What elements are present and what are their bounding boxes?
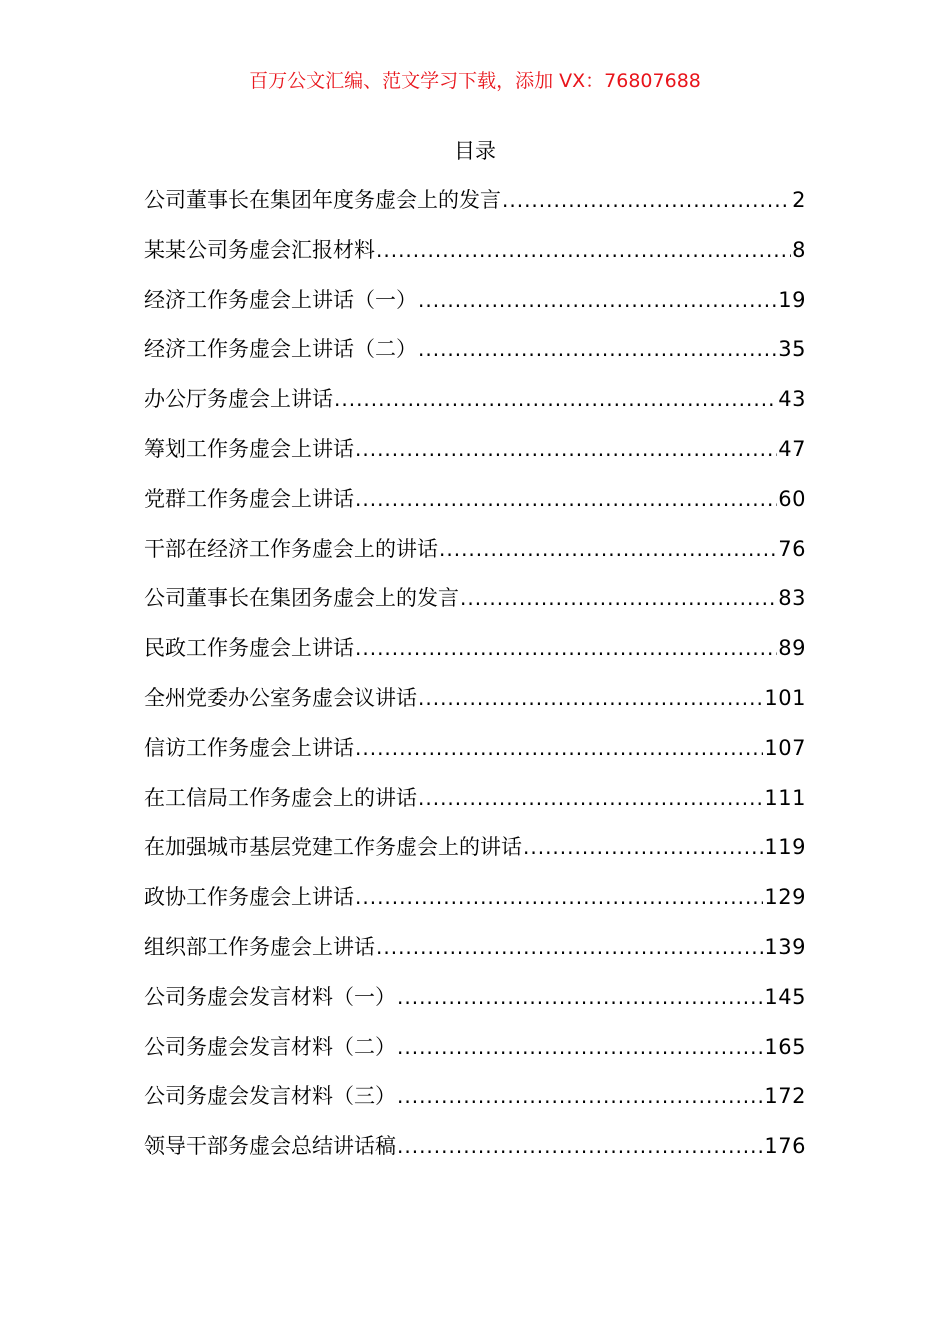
toc-entry-title: 公司董事长在集团务虚会上的发言 <box>144 586 459 611</box>
toc-entry[interactable] <box>144 379 806 429</box>
toc-page-number: 35 <box>778 337 806 362</box>
toc-entry[interactable] <box>144 1027 806 1077</box>
toc-page-number: 2 <box>792 188 806 212</box>
toc-page-number: 111 <box>764 785 806 810</box>
toc-entry-title: 党群工作务虚会上讲话 <box>144 486 354 511</box>
toc-entry-title: 公司务虚会发言材料（三） <box>144 1084 396 1109</box>
toc-entry-title: 办公厅务虚会上讲话 <box>144 387 333 412</box>
toc-entry[interactable] <box>144 429 806 479</box>
toc-dot-leader <box>397 977 763 1017</box>
toc-entry[interactable] <box>144 180 806 230</box>
toc-dot-leader <box>355 429 777 469</box>
toc-entry[interactable] <box>144 628 806 678</box>
toc-page-number: 165 <box>764 1034 806 1059</box>
toc-entry-title: 经济工作务虚会上讲话（二） <box>144 337 417 362</box>
toc-dot-leader <box>355 628 777 668</box>
toc-dot-leader <box>355 728 763 768</box>
toc-entry[interactable] <box>144 778 806 828</box>
toc-entry-title: 公司务虚会发言材料（一） <box>144 984 396 1009</box>
toc-page-number: 83 <box>778 586 806 611</box>
promo-header: 百万公文汇编、范文学习下载，添加 VX：76807688 <box>249 70 701 92</box>
toc-dot-leader <box>460 578 777 618</box>
toc-entry[interactable] <box>144 827 806 877</box>
toc-page-number: 172 <box>764 1084 806 1109</box>
toc-entry[interactable] <box>144 927 806 977</box>
toc-entry-title: 经济工作务虚会上讲话（一） <box>144 287 417 312</box>
toc-dot-leader <box>418 678 763 718</box>
toc-entry-title: 组织部工作务虚会上讲话 <box>144 934 375 959</box>
toc-entry[interactable] <box>144 877 806 927</box>
toc-dot-leader <box>523 827 763 867</box>
toc-dot-leader <box>439 529 777 569</box>
toc-entry[interactable] <box>144 678 806 728</box>
toc-dot-leader <box>376 927 763 967</box>
toc-page-number: 8 <box>792 237 806 262</box>
toc-entry[interactable] <box>144 1126 806 1176</box>
toc-entry[interactable] <box>144 977 806 1027</box>
toc-entry[interactable] <box>144 728 806 778</box>
toc-page-number: 43 <box>778 387 806 412</box>
toc-entry-title: 公司董事长在集团年度务虚会上的发言 <box>144 188 501 212</box>
toc-page-number: 129 <box>764 885 806 910</box>
toc-page-number: 176 <box>764 1134 806 1159</box>
toc-page-number: 101 <box>764 685 806 710</box>
toc-dot-leader <box>418 280 777 320</box>
toc-entry[interactable] <box>144 479 806 529</box>
toc-entry-title: 在工信局工作务虚会上的讲话 <box>144 785 417 810</box>
toc-entry[interactable] <box>144 230 806 280</box>
toc-page-number: 19 <box>778 287 806 312</box>
toc-dot-leader <box>355 877 763 917</box>
toc-entry[interactable] <box>144 578 806 628</box>
toc-dot-leader <box>355 479 777 519</box>
toc-entry-title: 在加强城市基层党建工作务虚会上的讲话 <box>144 835 522 860</box>
toc-dot-leader <box>397 1126 763 1166</box>
toc-page-number: 107 <box>764 735 806 760</box>
toc-dot-leader <box>502 180 791 220</box>
toc-entry[interactable] <box>144 329 806 379</box>
toc-dot-leader <box>334 379 777 419</box>
toc-entry-title: 领导干部务虚会总结讲话稿 <box>144 1134 396 1159</box>
toc-page-number: 119 <box>764 835 806 860</box>
toc-title: 目录 <box>454 139 496 163</box>
toc-dot-leader <box>397 1027 763 1067</box>
toc-entry-title: 干部在经济工作务虚会上的讲话 <box>144 536 438 561</box>
toc-page-number: 60 <box>778 486 806 511</box>
toc-dot-leader <box>397 1076 763 1116</box>
toc-entry-title: 某某公司务虚会汇报材料 <box>144 237 375 262</box>
toc-entry[interactable] <box>144 529 806 579</box>
toc-entry-title: 民政工作务虚会上讲话 <box>144 636 354 661</box>
toc-entry[interactable] <box>144 1076 806 1126</box>
toc-dot-leader <box>418 778 763 818</box>
toc-page-number: 145 <box>764 984 806 1009</box>
toc-entry[interactable] <box>144 280 806 330</box>
toc-entry-title: 公司务虚会发言材料（二） <box>144 1034 396 1059</box>
toc-page-number: 89 <box>778 636 806 661</box>
toc-page-number: 139 <box>764 934 806 959</box>
table-of-contents <box>144 180 806 1176</box>
toc-page-number: 76 <box>778 536 806 561</box>
toc-entry-title: 政协工作务虚会上讲话 <box>144 885 354 910</box>
toc-entry-title: 全州党委办公室务虚会议讲话 <box>144 685 417 710</box>
toc-entry-title: 筹划工作务虚会上讲话 <box>144 436 354 461</box>
toc-entry-title: 信访工作务虚会上讲话 <box>144 735 354 760</box>
toc-page-number: 47 <box>778 436 806 461</box>
toc-dot-leader <box>418 329 777 369</box>
toc-dot-leader <box>376 230 791 270</box>
